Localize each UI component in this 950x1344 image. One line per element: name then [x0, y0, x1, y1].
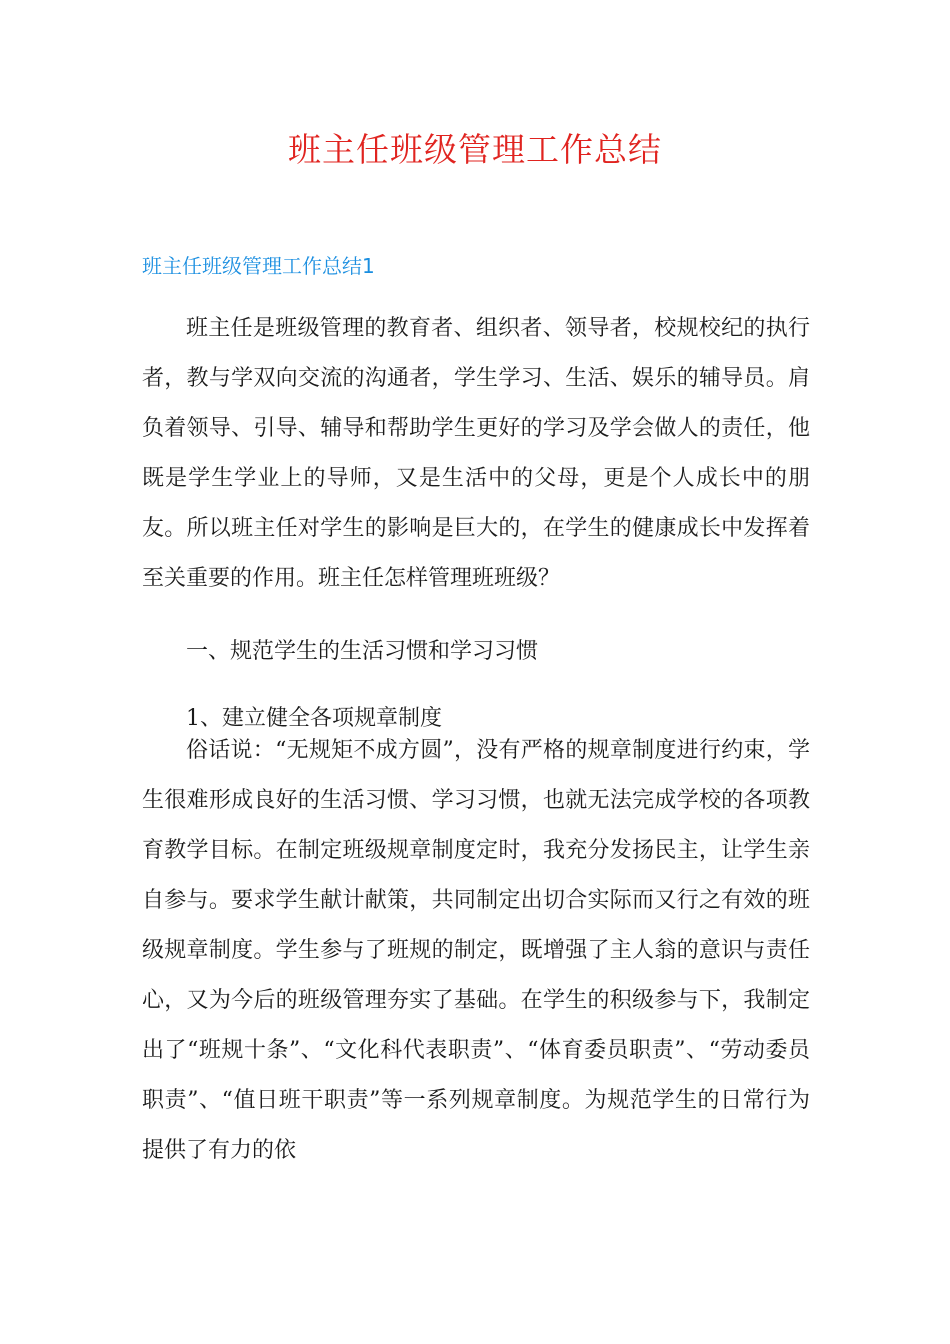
subheading-rules: 1、建立健全各项规章制度: [186, 706, 442, 731]
section-heading: 班主任班级管理工作总结1: [142, 254, 375, 278]
subheading-habits: 一、规范学生的生活习惯和学习习惯: [186, 639, 539, 664]
intro-paragraph: 班主任是班级管理的教育者、组织者、领导者，校规校纪的执行者，教与学双向交流的沟通者，学生学习、生活、娱乐的辅导员。肩负着领导、引导、辅导和帮助学生更好的学习及学会做人的责任，他既是学生学业上的导师，又是生活中的父母，更是个人成长中的朋友。所以班主任对学生的影响是巨大的，在学生的健康成长中发挥着至关重要的作用。班主任怎样管理班班级？: [142, 316, 810, 591]
document-title: 班主任班级管理工作总结: [288, 130, 662, 169]
rules-paragraph: 俗话说：“无规矩不成方圆”，没有严格的规章制度进行约束，学生很难形成良好的生活习惯、学习习惯，也就无法完成学校的各项教育教学目标。在制定班级规章制度定时，我充分发扬民主，让学生亲自参与。要求学生献计献策，共同制定出切合实际而又行之有效的班级规章制度。学生参与了班规的制定，既增强了主人翁的意识与责任心，又为今后的班级管理夯实了基础。在学生的积级参与下，我制定出了“班规十条”、“文化科代表职责”、“体育委员职责”、“劳动委员职责”、“值日班干职责”等一系列规章制度。为规范学生的日常行为提供了有力的依: [142, 738, 810, 1163]
